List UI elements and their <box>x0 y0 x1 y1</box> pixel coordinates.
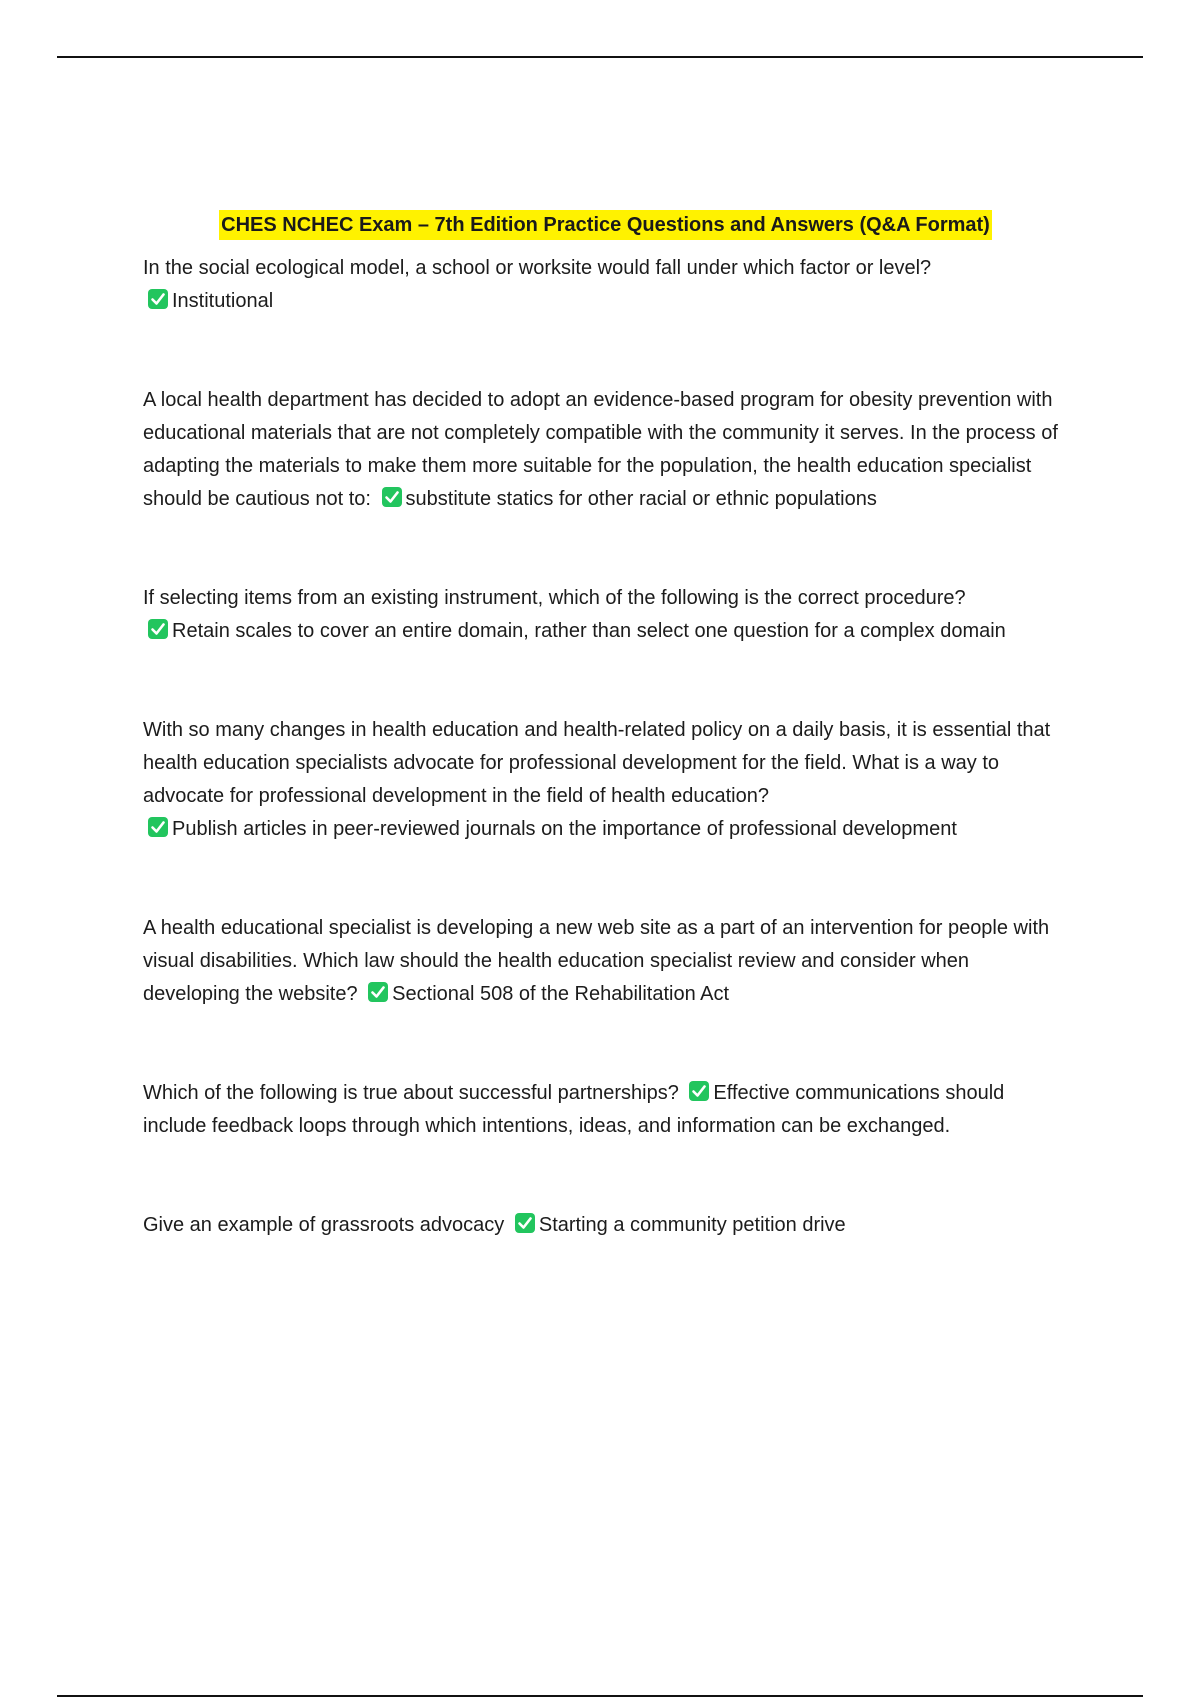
answer-text: Publish articles in peer-reviewed journals on the importance of professional development <box>172 818 957 840</box>
answer-text: Retain scales to cover an entire domain, rather than select one question for a complex domain <box>172 620 1006 642</box>
green-checkbox-icon <box>514 1212 536 1234</box>
green-checkbox-icon <box>688 1080 710 1102</box>
answer-text: Starting a community petition drive <box>538 1214 846 1236</box>
question-text: Give an example of grassroots advocacy <box>143 1214 505 1236</box>
green-checkbox-icon <box>381 486 403 508</box>
qa-item <box>143 1077 1068 1143</box>
title-wrap <box>143 210 1068 240</box>
top-divider <box>57 56 1143 58</box>
answer-text: substitute statics for other racial or ethnic populations <box>405 488 877 510</box>
document-title: CHES NCHEC Exam – 7th Edition Practice Questions and Answers (Q&A Format) <box>219 210 992 240</box>
question-text: If selecting items from an existing instrument, which of the following is the correct procedure? <box>143 587 966 609</box>
document-body <box>143 210 1068 1242</box>
green-checkbox-icon <box>147 288 169 310</box>
qa-item <box>143 582 1068 648</box>
green-checkbox-icon <box>367 981 389 1003</box>
qa-item <box>143 252 1068 318</box>
question-text: With so many changes in health education and health-related policy on a daily basis, it is essential that health education specialists advocate for professional development for the field. What is a way to advocate for professional development in the field of health education? <box>143 719 1051 807</box>
bottom-divider <box>57 1695 1143 1697</box>
question-text: A health educational specialist is developing a new web site as a part of an intervention for people with visual disabilities. Which law should the health education specialist review and consider when developing the website? <box>143 917 1050 1005</box>
qa-item <box>143 714 1068 846</box>
qa-item <box>143 1209 1068 1242</box>
qa-item <box>143 384 1068 516</box>
green-checkbox-icon <box>147 618 169 640</box>
answer-text: Effective communications should include feedback loops through which intentions, ideas, and information can be exchanged. <box>143 1082 1005 1137</box>
question-text: A local health department has decided to adopt an evidence-based program for obesity prevention with educational materials that are not completely compatible with the community it serves. In the process of adapting the materials to make them more suitable for the population, the health education specialist should be cautious not to: <box>143 389 1058 510</box>
answer-text: Sectional 508 of the Rehabilitation Act <box>392 983 730 1005</box>
question-text: In the social ecological model, a school or worksite would fall under which factor or level? <box>143 257 932 279</box>
qa-item <box>143 912 1068 1011</box>
green-checkbox-icon <box>147 816 169 838</box>
answer-text: Institutional <box>172 290 274 312</box>
question-text: Which of the following is true about successful partnerships? <box>143 1082 679 1104</box>
